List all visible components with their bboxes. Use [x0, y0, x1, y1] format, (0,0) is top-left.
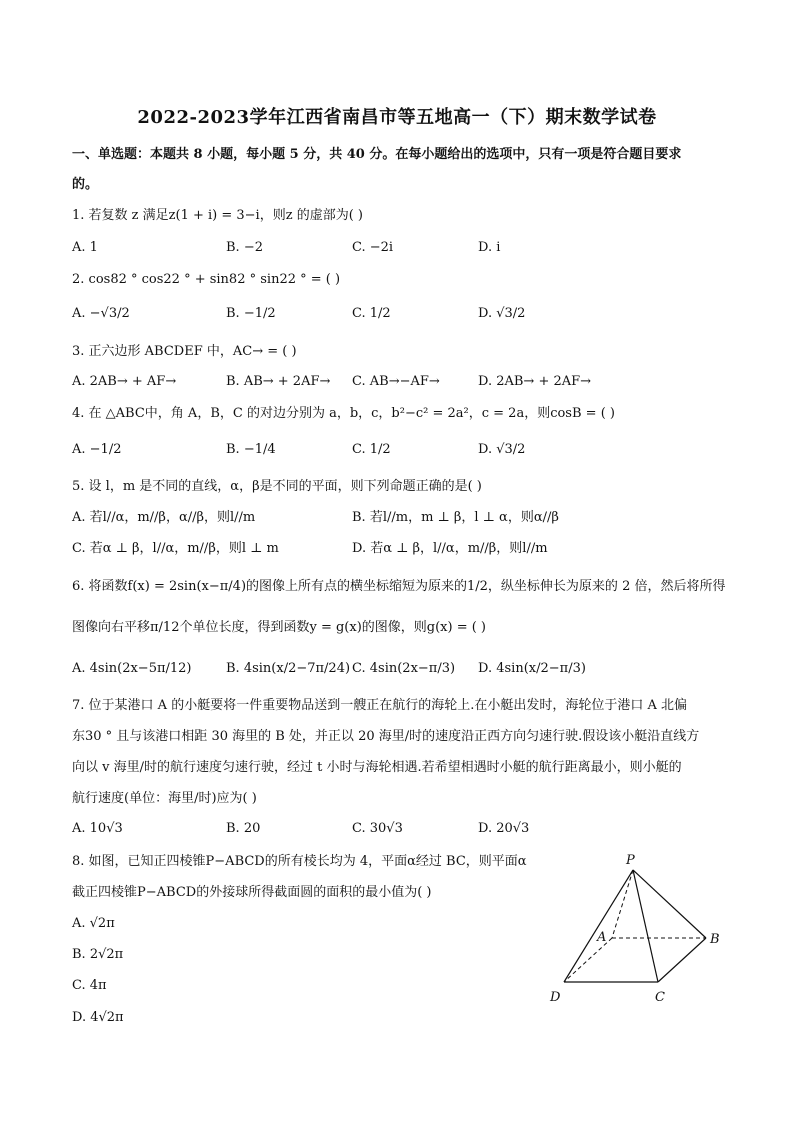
label-B: B [710, 932, 720, 947]
q8-option-a: A. √2π [72, 916, 115, 931]
q1-option-b: B. −2 [226, 240, 263, 255]
section-heading-line2: 的。 [72, 177, 99, 192]
q6-stem-line1: 6. 将函数f(x) = 2sin(x−π/4)的图像上所有点的横坐标缩短为原来的1/2，纵坐标伸长为原来的 2 倍，然后将所得 [72, 579, 726, 594]
q7-option-b: B. 20 [226, 821, 261, 836]
q6-option-c: C. 4sin(2x−π/3) [352, 661, 456, 676]
q7-option-c: C. 30√3 [352, 821, 403, 836]
pyramid-diagram [540, 848, 730, 1008]
section-heading-line1: 一、单选题：本题共 8 小题，每小题 5 分，共 40 分。在每小题给出的选项中，只有一项是符合题目要求 [72, 147, 682, 162]
q7-stem-line2: 东30 ° 且与该港口相距 30 海里的 B 处，并正以 20 海里/时的速度沿正西方向匀速行驶.假设该小艇沿直线方 [72, 729, 700, 744]
q1-stem: 1. 若复数 z 满足z(1 + i) = 3−i，则z 的虚部为( ) [72, 208, 363, 223]
q7-stem-line3: 向以 v 海里/时的航行速度匀速行驶，经过 t 小时与海轮相遇.若希望相遇时小艇的航行距离最小，则小艇的 [72, 760, 682, 775]
q8-option-b: B. 2√2π [72, 947, 124, 962]
q8-option-d: D. 4√2π [72, 1010, 124, 1025]
q1-option-d: D. i [478, 240, 501, 255]
q8-stem-line2: 截正四棱锥P−ABCD的外接球所得截面圆的面积的最小值为( ) [72, 885, 432, 900]
q5-option-c: C. 若α ⊥ β，l//α，m//β，则l ⊥ m [72, 541, 279, 556]
exam-title: 2022-2023学年江西省南昌市等五地高一（下）期末数学试卷 [137, 107, 657, 128]
label-P: P [626, 853, 635, 868]
q1-option-c: C. −2i [352, 240, 394, 255]
edge-PB [633, 870, 706, 938]
q7-option-a: A. 10√3 [72, 821, 123, 836]
q2-option-c: C. 1/2 [352, 306, 391, 321]
q4-option-a: A. −1/2 [72, 442, 122, 457]
q2-option-d: D. √3/2 [478, 306, 526, 321]
q7-option-d: D. 20√3 [478, 821, 530, 836]
pyramid-figure [540, 848, 730, 1008]
q6-option-a: A. 4sin(2x−5π/12) [72, 661, 192, 676]
q5-option-a: A. 若l//α，m//β，α//β，则l//m [72, 510, 256, 525]
q6-stem-line2: 图像向右平移π/12个单位长度，得到函数y = g(x)的图像，则g(x) = ( ) [72, 620, 486, 635]
q3-option-a: A. 2AB→ + AF→ [72, 374, 177, 389]
q1-option-a: A. 1 [72, 240, 98, 255]
label-D: D [550, 990, 561, 1005]
edge-PD [564, 870, 633, 982]
q2-option-a: A. −√3/2 [72, 306, 130, 321]
q3-stem: 3. 正六边形 ABCDEF 中，AC→ = ( ) [72, 344, 297, 359]
q3-option-c: C. AB→−AF→ [352, 374, 440, 389]
q8-option-c: C. 4π [72, 978, 107, 993]
q7-stem-line1: 7. 位于某港口 A 的小艇要将一件重要物品送到一艘正在航行的海轮上.在小艇出发时，海轮位于港口 A 北偏 [72, 698, 687, 713]
q4-option-d: D. √3/2 [478, 442, 526, 457]
label-A: A [597, 930, 607, 945]
q3-option-d: D. 2AB→ + 2AF→ [478, 374, 592, 389]
q4-option-c: C. 1/2 [352, 442, 391, 457]
q2-stem: 2. cos82 ° cos22 ° + sin82 ° sin22 ° = ( ) [72, 272, 341, 287]
q2-option-b: B. −1/2 [226, 306, 276, 321]
label-C: C [655, 990, 665, 1005]
edge-PA [612, 870, 633, 938]
q5-stem: 5. 设 l，m 是不同的直线，α，β是不同的平面，则下列命题正确的是( ) [72, 479, 482, 494]
q6-option-b: B. 4sin(x/2−7π/24) [226, 661, 351, 676]
q3-option-b: B. AB→ + 2AF→ [226, 374, 331, 389]
q4-option-b: B. −1/4 [226, 442, 276, 457]
q5-option-b: B. 若l//m，m ⊥ β，l ⊥ α，则α//β [352, 510, 559, 525]
q7-stem-line4: 航行速度(单位：海里/时)应为( ) [72, 791, 257, 806]
q4-stem: 4. 在 △ABC中，角 A，B，C 的对边分别为 a，b，c，b²−c² = 2a²，c = 2a，则cosB = ( ) [72, 406, 615, 421]
q6-option-d: D. 4sin(x/2−π/3) [478, 661, 586, 676]
q8-stem-line1: 8. 如图，已知正四棱锥P−ABCD的所有棱长均为 4，平面α经过 BC，则平面α [72, 854, 527, 869]
q5-option-d: D. 若α ⊥ β，l//α，m//β，则l//m [352, 541, 548, 556]
edge-PC [633, 870, 658, 982]
edge-CB [658, 938, 706, 982]
